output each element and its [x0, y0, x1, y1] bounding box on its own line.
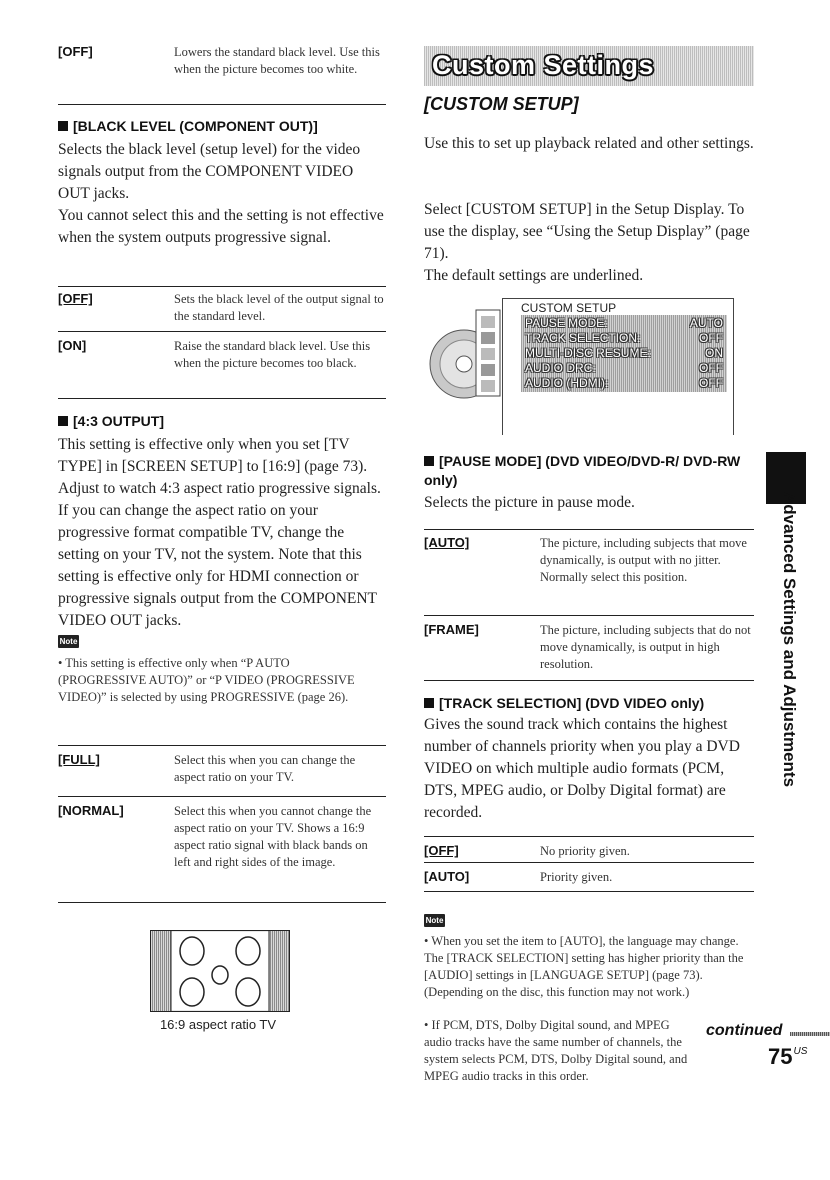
option-key: [NORMAL]	[58, 803, 124, 818]
note-icon: Note	[425, 916, 444, 925]
disc-icon	[424, 306, 508, 406]
divider	[58, 286, 386, 287]
tv-aspect-illustration	[150, 930, 290, 1012]
menu-title: CUSTOM SETUP	[521, 301, 617, 315]
divider	[58, 331, 386, 332]
section-heading: [BLACK LEVEL (COMPONENT OUT)]	[58, 117, 386, 136]
page-title: [CUSTOM SETUP]	[424, 94, 579, 114]
menu-list	[521, 315, 727, 392]
option-table	[424, 622, 754, 673]
side-tab-label: Advanced Settings and Adjustments	[780, 492, 799, 788]
note-text: • This setting is effective only when “P AUTO (PROGRESSIVE AUTO)” or “P VIDEO (PROGRESSIVE VIDEO)” is selected by using PROGRESSIVE (page 26).	[58, 656, 355, 704]
menu-row[interactable]	[525, 331, 723, 346]
option-desc: Priority given.	[540, 870, 613, 884]
option-key: [FRAME]	[424, 622, 479, 637]
menu-row-value: ON	[705, 346, 723, 360]
option-row	[424, 535, 754, 586]
option-key: [AUTO]	[424, 535, 470, 550]
option-key: [OFF]	[58, 291, 93, 306]
menu-row-value: OFF	[699, 361, 723, 375]
option-key: [AUTO]	[424, 869, 470, 884]
bullet-square-icon	[58, 416, 68, 426]
menu-row[interactable]	[525, 316, 723, 331]
option-desc: Sets the black level of the output signal to the standard level.	[174, 292, 384, 323]
option-desc: Select this when you cannot change the aspect ratio on your TV. Shows a 16:9 aspect ratio signal with black bands on left and right sides of the image.	[174, 804, 372, 869]
section-banner	[424, 46, 754, 86]
menu-row-label: TRACK SELECTION:	[525, 331, 641, 345]
menu-row-value: AUTO	[689, 316, 723, 330]
option-row	[58, 752, 386, 786]
option-table	[424, 869, 754, 886]
menu-row-label: AUDIO (HDMI):	[525, 376, 609, 390]
option-table	[58, 752, 386, 786]
section-heading: [PAUSE MODE] (DVD VIDEO/DVD-R/ DVD-RW only)	[424, 453, 741, 488]
page-number-value: 75	[768, 1044, 793, 1069]
divider	[424, 891, 754, 892]
section-heading: [4:3 OUTPUT]	[58, 412, 386, 431]
page-region-suffix: US	[793, 1046, 808, 1057]
option-desc: Raise the standard black level. Use this when the picture becomes too black.	[174, 339, 371, 370]
menu-row-label: AUDIO DRC:	[525, 361, 596, 375]
divider	[58, 796, 386, 797]
banner-title: Custom Settings	[432, 50, 655, 80]
section-body: Selects the picture in pause mode.	[424, 494, 635, 511]
section-body: This setting is effective only when you set [TV TYPE] in [SCREEN SETUP] to [16:9] (page 73). Adjust to watch 4:3 aspect ratio progressive signals. If you can change the aspect ratio on your progressive format compatible TV, change the setting on your TV, not the system. Note that this setting is effective only for HDMI connection or progressive signals output from the COMPONENT VIDEO OUT jacks.	[58, 436, 381, 629]
option-table	[58, 338, 386, 372]
note-text: • If PCM, DTS, Dolby Digital sound, and MPEG audio tracks have the same number of channels, the system selects PCM, DTS, Dolby Digital sound, and MPEG audio tracks in this order.	[424, 1018, 688, 1083]
continued-label: continued	[706, 1022, 783, 1039]
figure-caption: 16:9 aspect ratio TV	[159, 1017, 277, 1032]
menu-row-value: OFF	[699, 376, 723, 390]
divider	[424, 529, 754, 530]
option-desc: No priority given.	[540, 844, 630, 858]
menu-row-value: OFF	[699, 331, 723, 345]
intro-paragraph: Use this to set up playback related and other settings.	[424, 135, 754, 152]
option-row	[58, 44, 386, 78]
option-desc: Select this when you can change the aspect ratio on your TV.	[174, 753, 356, 784]
option-row	[58, 803, 386, 871]
divider	[424, 615, 754, 616]
option-row	[58, 338, 386, 372]
option-table	[424, 843, 754, 860]
menu-row-label: PAUSE MODE:	[525, 316, 608, 330]
option-key: [FULL]	[58, 752, 100, 767]
menu-row[interactable]	[525, 346, 723, 361]
menu-row[interactable]	[525, 361, 723, 376]
option-key: [OFF]	[58, 44, 93, 59]
divider	[424, 862, 754, 863]
setup-display-illustration	[424, 294, 734, 434]
option-table	[58, 291, 386, 325]
option-key: [ON]	[58, 338, 87, 353]
option-row	[424, 622, 754, 673]
divider	[58, 398, 386, 399]
divider	[58, 104, 386, 105]
note-icon: Note	[59, 637, 78, 646]
option-desc: The picture, including subjects that do not move dynamically, is output in high resolution.	[540, 623, 751, 671]
option-desc: Lowers the standard black level. Use this when the picture becomes too white.	[174, 45, 380, 76]
divider	[58, 745, 386, 746]
option-row	[58, 291, 386, 325]
note-text: • When you set the item to [AUTO], the language may change. The [TRACK SELECTION] setting has higher priority than the [AUDIO] settings in [LANGUAGE SETUP] (page 73). (Depending on the disc, this function may not work.)	[424, 934, 744, 999]
menu-row-label: MULTI-DISC RESUME:	[525, 346, 651, 360]
section-heading: [TRACK SELECTION] (DVD VIDEO only)	[424, 694, 754, 713]
intro-paragraph: Select [CUSTOM SETUP] in the Setup Display. To use the display, see “Using the Setup Display” (page 71). The default settings are underlined.	[424, 201, 750, 284]
aspect-ratio-figure	[150, 930, 290, 1017]
continued-line	[790, 1032, 830, 1036]
bullet-square-icon	[58, 121, 68, 131]
bullet-square-icon	[424, 698, 434, 708]
menu-row[interactable]	[525, 376, 723, 391]
option-desc: The picture, including subjects that move dynamically, is output with no jitter. Normally select this position.	[540, 536, 747, 584]
option-row	[424, 843, 754, 860]
bullet-square-icon	[424, 456, 434, 466]
divider	[58, 902, 386, 903]
page-number	[768, 1044, 807, 1070]
option-table	[58, 44, 386, 78]
option-row	[424, 869, 754, 886]
section-body: Gives the sound track which contains the highest number of channels priority when you play a DVD VIDEO on which multiple audio formats (PCM, DTS, MPEG audio, or Dolby Digital format) are recorded.	[424, 716, 740, 821]
divider	[424, 836, 754, 837]
option-table	[424, 535, 754, 586]
setup-menu	[502, 298, 734, 435]
option-table	[58, 803, 386, 871]
option-key: [OFF]	[424, 843, 459, 858]
divider	[424, 680, 754, 681]
section-body: Selects the black level (setup level) for the video signals output from the COMPONENT VIDEO OUT jacks. You cannot select this and the setting is not effective when the system outputs progressive signal.	[58, 141, 384, 246]
